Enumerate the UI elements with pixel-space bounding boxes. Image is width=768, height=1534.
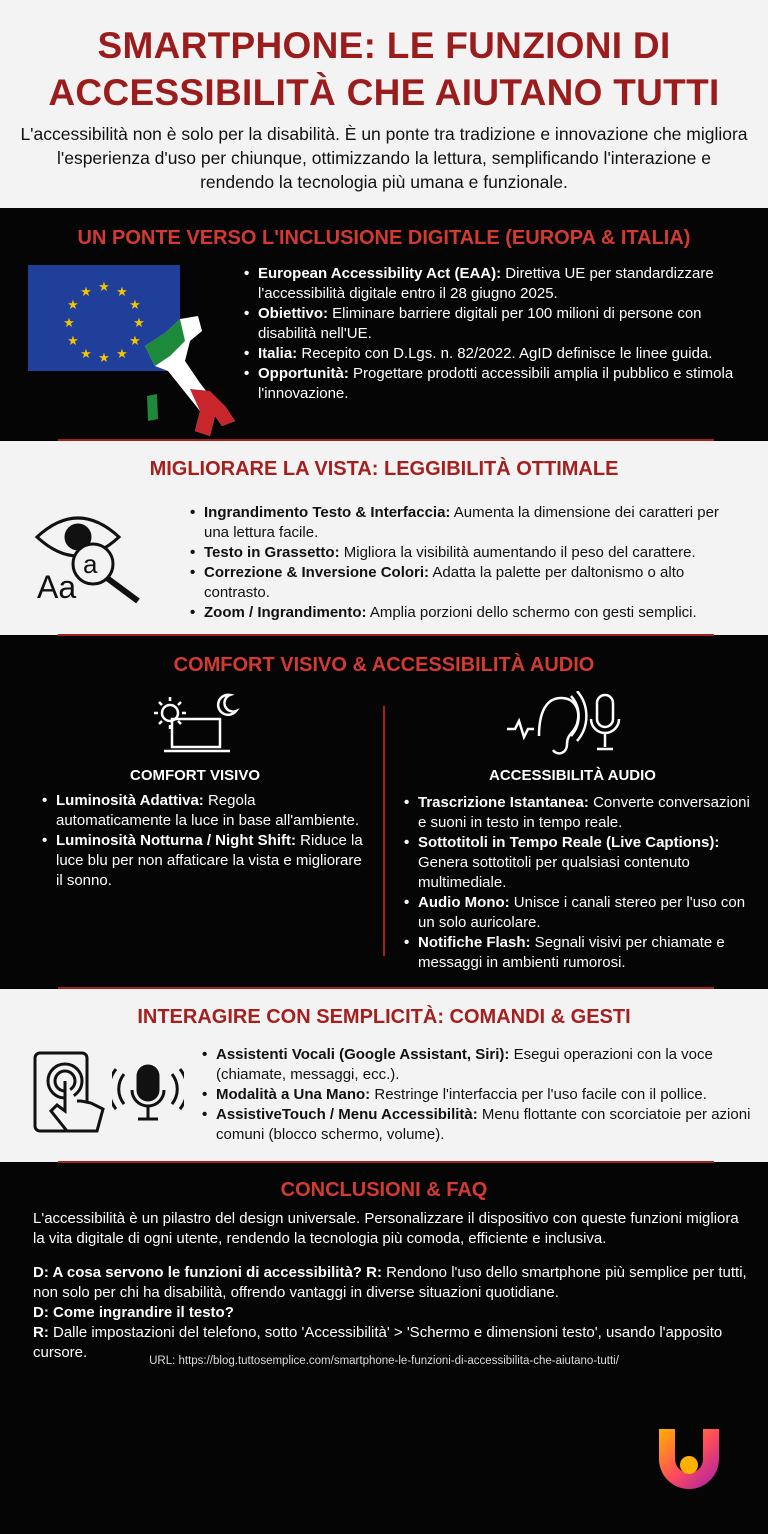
list-item: • European Accessibility Act (EAA): Direttiva UE per standardizzare l'accessibilità digitale entro il 28 giugno 2025. bbox=[242, 264, 752, 304]
list-item: • Testo in Grassetto: Migliora la visibilità aumentando il peso del carattere. bbox=[188, 543, 748, 563]
brand-logo-icon bbox=[655, 1425, 723, 1493]
header-section bbox=[0, 0, 768, 208]
column-divider bbox=[383, 706, 385, 956]
list-item: • Correzione & Inversione Colori: Adatta la palette per daltonismo o alto contrasto. bbox=[188, 563, 748, 603]
list-item: • Obiettivo: Eliminare barriere digitali per 100 milioni di persone con disabilità nell'UE. bbox=[242, 304, 752, 344]
list-item: • Assistenti Vocali (Google Assistant, Siri): Esegui operazioni con la voce (chiamate, messaggi, ecc.). bbox=[200, 1045, 755, 1085]
page-title: SMARTPHONE: LE FUNZIONI DI ACCESSIBILITÀ CHE AIUTANO TUTTI bbox=[48, 25, 720, 113]
list-item: • Ingrandimento Testo & Interfaccia: Aumenta la dimensione dei caratteri per una lettura facile. bbox=[188, 503, 748, 543]
svg-text:★: ★ bbox=[63, 315, 75, 330]
section-vision bbox=[0, 441, 768, 635]
comfort-list bbox=[40, 791, 370, 891]
svg-text:★: ★ bbox=[129, 333, 141, 348]
svg-text:★: ★ bbox=[116, 284, 128, 299]
column-title-audio: ACCESSIBILITÀ AUDIO bbox=[489, 767, 656, 784]
list-item: • Notifiche Flash: Segnali visivi per chiamate e messaggi in ambienti rumorosi. bbox=[402, 933, 752, 973]
svg-text:★: ★ bbox=[133, 315, 145, 330]
faq-1: D: A cosa servono le funzioni di accessibilità? R: Rendono l'uso dello smartphone più semplice per tutti, non solo per chi ha disabilità, offrendo vantaggi in diverse situazioni quotidiane. bbox=[33, 1264, 747, 1301]
aa-icon-label: Aa bbox=[37, 569, 77, 605]
voice-microphone-icon bbox=[112, 1064, 184, 1122]
section-heading: COMFORT VISIVO & ACCESSIBILITÀ AUDIO bbox=[173, 654, 595, 676]
vision-list bbox=[188, 503, 748, 623]
faq-2-answer: R: Dalle impostazioni del telefono, sotto 'Accessibilità' > 'Schermo e dimensioni testo', usando l'apposito cursore. bbox=[33, 1324, 723, 1361]
inclusion-list bbox=[242, 264, 752, 404]
section-comfort-audio bbox=[0, 636, 768, 988]
audio-list bbox=[402, 793, 752, 973]
list-item: • Opportunità: Progettare prodotti accessibili amplia il pubblico e stimola l'innovazione. bbox=[242, 364, 752, 404]
eu-flag-italy-map-icon bbox=[28, 265, 240, 437]
section-heading: INTERAGIRE CON SEMPLICITÀ: COMANDI & GESTI bbox=[137, 1006, 631, 1028]
list-item: • Zoom / Ingrandimento: Amplia porzioni dello schermo con gesti semplici. bbox=[188, 603, 748, 623]
section-heading: CONCLUSIONI & FAQ bbox=[280, 1179, 488, 1201]
svg-text:★: ★ bbox=[98, 279, 110, 294]
source-url[interactable]: URL: https://blog.tuttosemplice.com/smartphone-le-funzioni-di-accessibilita-che-aiutano-tutti/ bbox=[149, 1355, 619, 1367]
list-item: • Audio Mono: Unisce i canali stereo per l'uso con un solo auricolare. bbox=[402, 893, 752, 933]
interaction-list bbox=[200, 1045, 755, 1145]
svg-text:★: ★ bbox=[80, 284, 92, 299]
svg-text:★: ★ bbox=[129, 297, 141, 312]
section-conclusions bbox=[0, 1163, 768, 1534]
section-interaction bbox=[0, 989, 768, 1162]
svg-text:★: ★ bbox=[116, 346, 128, 361]
subtitle: L'accessibilità non è solo per la disabilità. È un ponte tra tradizione e innovazione che migliora l'esperienza d'uso per chiunque, ottimizzando la lettura, semplificando l'interazione e rendendo la tecnologia più umana e funzionale. bbox=[20, 124, 748, 192]
svg-text:a: a bbox=[83, 549, 98, 579]
section-heading: MIGLIORARE LA VISTA: LEGGIBILITÀ OTTIMALE bbox=[149, 458, 619, 480]
svg-text:★: ★ bbox=[67, 333, 79, 348]
list-item: • AssistiveTouch / Menu Accessibilità: Menu flottante con scorciatoie per azioni comuni (blocco schermo, volume). bbox=[200, 1105, 755, 1145]
list-item: • Luminosità Adattiva: Regola automaticamente la luce in base all'ambiente. bbox=[40, 791, 370, 831]
faq-2-question: D: Come ingrandire il testo? bbox=[33, 1304, 234, 1321]
list-item: • Italia: Recepito con D.Lgs. n. 82/2022. AgID definisce le linee guida. bbox=[242, 344, 752, 364]
svg-text:★: ★ bbox=[80, 346, 92, 361]
svg-text:★: ★ bbox=[98, 350, 110, 365]
section-heading: UN PONTE VERSO L'INCLUSIONE DIGITALE (EUROPA & ITALIA) bbox=[77, 227, 691, 249]
column-title-comfort: COMFORT VISIVO bbox=[129, 767, 260, 784]
list-item: • Trascrizione Istantanea: Converte conversazioni e suoni in testo in tempo reale. bbox=[402, 793, 752, 833]
tablet-touch-icon bbox=[33, 1051, 108, 1136]
section-inclusion bbox=[0, 208, 768, 440]
list-item: • Modalità a Una Mano: Restringe l'interfaccia per l'uso facile con il pollice. bbox=[200, 1085, 755, 1105]
conclusion-text: L'accessibilità è un pilastro del design universale. Personalizzare il dispositivo con queste funzioni migliora la vita digitale di ogni utente, rendendo la tecnologia più comoda, efficiente e inclusiva. bbox=[33, 1210, 739, 1247]
brightness-laptop-icon bbox=[152, 691, 242, 756]
list-item: • Sottotitoli in Tempo Reale (Live Captions): Genera sottotitoli per qualsiasi contenuto multimediale. bbox=[402, 833, 752, 893]
svg-text:★: ★ bbox=[67, 297, 79, 312]
ear-microphone-icon bbox=[505, 691, 630, 756]
list-item: • Luminosità Notturna / Night Shift: Riduce la luce blu per non affaticare la vista e migliorare il sonno. bbox=[40, 831, 370, 891]
